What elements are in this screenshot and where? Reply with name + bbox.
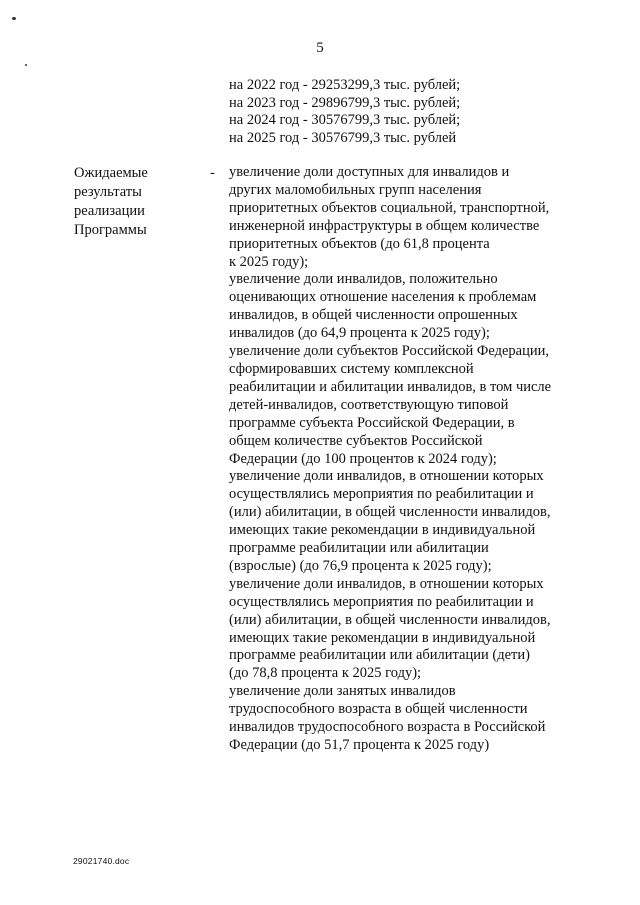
funding-line-2024: на 2024 год - 30576799,3 тыс. рублей; [229, 112, 461, 128]
result-item-rehab-children: увеличение доли инвалидов, в отношении которых осуществлялись мероприятия по реабилитации и (или) абилитации, в общей численности инвалидов, имеющих такие рекомендации в индивидуальной программе реабилитации или абилитации (дети) (до 78,8 процента к 2025 году); [229, 575, 551, 682]
funding-line-2025: на 2025 год - 30576799,3 тыс. рублей [229, 129, 457, 146]
result-item-accessibility: увеличение доли доступных для инвалидов и других маломобильных групп населения приоритетных объектов социальной, транспортной, инженерной инфраструктуры в общем количестве приоритетных объектов (до 61,8 процента к 2025 году); [229, 164, 550, 270]
funding-line-2023: на 2023 год - 29896799,3 тыс. рублей; [229, 94, 461, 111]
result-item-employment: увеличение доли занятых инвалидов трудоспособного возраста в общей численности инвалидов трудоспособного возраста в Российской Федерации (до 51,7 процента к 2025 году) [229, 683, 546, 753]
funding-by-year [229, 77, 599, 147]
scan-speck [12, 17, 16, 20]
result-item-public-attitude: увеличение доли инвалидов, положительно оценивающих отношение населения к проблемам инвалидов, в общей численности опрошенных инвалидов (до 64,9 процента к 2025 году); [229, 271, 537, 342]
funding-line-2022: на 2022 год - 29253299,3 тыс. рублей; [229, 77, 461, 93]
result-item-rehab-adults: увеличение доли инвалидов, в отношении которых осуществлялись мероприятия по реабилитации и (или) абилитации, в общей численности инвалидов, имеющих такие рекомендации в индивидуальной программе реабилитации или абилитации (взрослые) (до 76,9 процента к 2025 году); [229, 468, 551, 574]
document-file-id: 29021740.doc [73, 856, 130, 866]
expected-results-list [229, 164, 589, 755]
scan-speck [25, 64, 27, 66]
expected-results-label: Ожидаемые результаты реализации Программы [74, 165, 148, 238]
label-dash: - [210, 165, 215, 181]
result-item-regions-system: увеличение доли субъектов Российской Федерации, сформировавших систему комплексной реабилитации и абилитации инвалидов, в том числе детей-инвалидов, соответствующую типовой программе субъекта Российской Федерации, в общем количестве субъектов Российской Федерации (до 100 процентов к 2024 году); [229, 343, 552, 467]
page-number: 5 [316, 40, 324, 56]
